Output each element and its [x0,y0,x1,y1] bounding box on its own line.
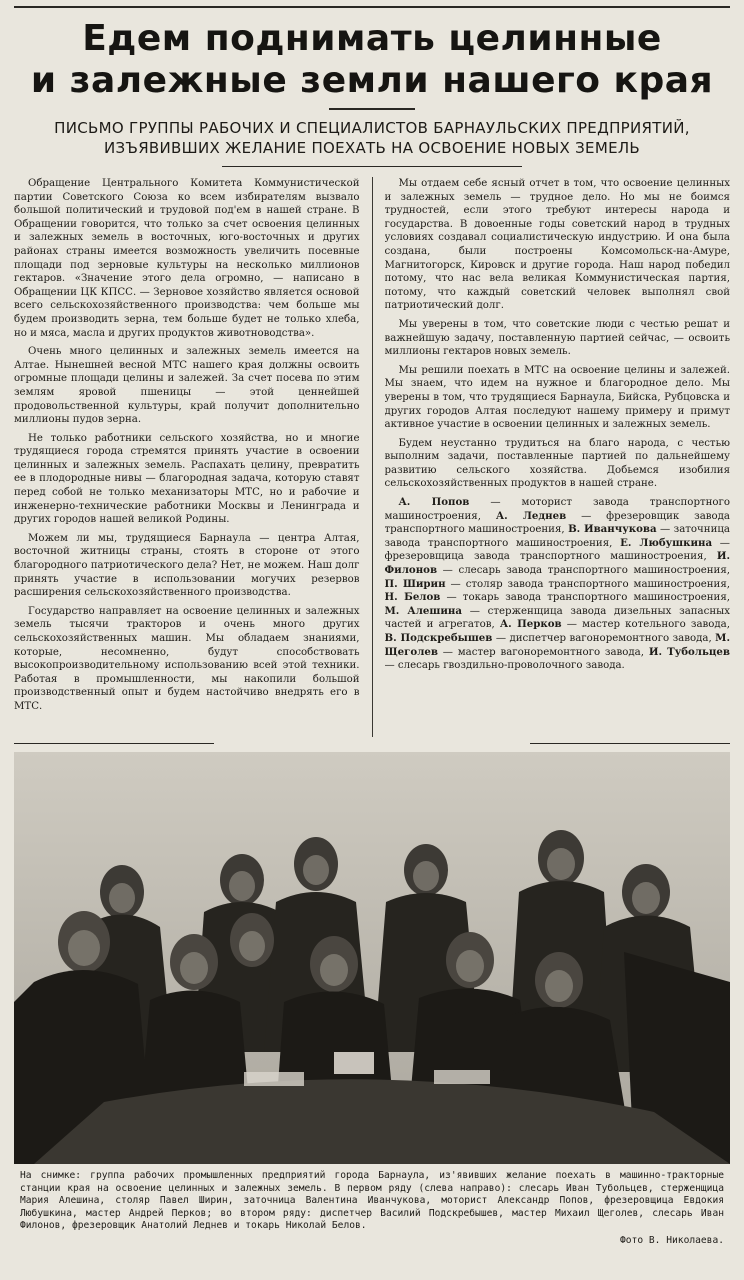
signature-name: М. Щеголев [384,632,730,658]
article-body [14,177,730,737]
paragraph: Обращение Центрального Комитета Коммунистической партии Советского Союза ко всем избирателям вызвало большой политический и трудовой под'ем в нашей стране. В Обращении говорится, что только за счет освоения целинных и залежных земель в восточных, юго-восточных и других районах страны имеется возможность увеличить посевные площади под зерновые культуры на несколько миллионов гектаров. «Значение этого дела огромно, — написано в Обращении ЦК КПСС. — Зерновое хозяйство является основой всего сельскохозяйственного производства: чем больше мы будем производить зерна, тем больше будет не только хлеба, но и мяса, масла и других продуктов животноводства». [14,178,360,339]
paragraph: Можем ли мы, трудящиеся Барнаула — центра Алтая, восточной житницы страны, стоять в стороне от этого благородного патриотического дела? Нет, не можем. Наш долг принять участие в использовании могучих резервов расширения сельскохозяйственного производства. [14,532,360,599]
subheadline-rule [222,166,522,167]
signature-name: П. Ширин [384,577,446,590]
photo-caption: На снимке: группа рабочих промышленных предприятий города Барнаула, из'явивших желание поехать в машинно-тракторные станции края на освоение целинных и залежных земель. В первом ряду (слева направо): слесарь Иван Тубольцев, стерженщица Мария Алешина, столяр Павел Ширин, заточница Валентина Иванчукова, моторист Александр Попов, фрезеровщица Евдокия Любушкина, мастер Андрей Перков; во втором ряду: диспетчер Василий Подскребышев, мастер Михаил Щеголев, слесарь Иван Филонов, фрезеровщик Анатолий Леднев и токарь Николай Белов. [20,1170,724,1231]
subheadline: ПИСЬМО ГРУППЫ РАБОЧИХ И СПЕЦИАЛИСТОВ БАРНАУЛЬСКИХ ПРЕДПРИЯТИЙ, ИЗЪЯВИВШИХ ЖЕЛАНИЕ ПОЕХАТЬ НА ОСВОЕНИЕ НОВЫХ ЗЕМЕЛЬ [54,119,690,157]
paragraph: Государство направляет на освоение целинных и залежных земель тысячи тракторов и очень много других сельскохозяйственных машин. Мы обладаем знаниями, которые, несомненно, будут способствовать высокопроизводительному использованию всей этой техники. Работая в промышленности, мы накопили большой производственный опыт и будем настойчиво внедрять его в МТС. [14,605,360,712]
signature-role: — мастер вагоноремонтного завода, [437,646,649,658]
signature-name: В. Подскребышев [384,632,493,644]
signature-name: И. Тубольцев [648,645,730,658]
signature-role: — фрезеровщик завода транспортного машиностроения, [384,510,730,536]
signature-role: — токарь завода транспортного машиностроения, [440,592,730,604]
signature-name: В. Иванчукова [568,523,657,536]
headline-line-2: и залежные земли нашего края [30,60,714,101]
group-photo-image [14,752,730,1164]
photo-credit: Фото В. Николаева. [620,1234,724,1246]
top-rule [14,6,730,8]
paragraph: Не только работники сельского хозяйства, но и многие трудящиеся города стремятся принять участие в освоении целинных и залежных земель. Распахать целину, превратить ее в плодородные нивы — благородная задача, которую ставят перед собой не только механизаторы МТС, но и рабочие и инженерно-технические работники Москвы и Ленинграда и других городов нашей великой Родины. [14,432,360,526]
signature-role: — моторист завода транспортного машиностроения, [384,497,730,522]
signature-role: — слесарь завода транспортного машиностроения, [437,565,730,577]
headline-rule [329,108,415,110]
paragraph: Мы решили поехать в МТС на освоение целины и залежей. Мы знаем, что идем на нужное и благородное дело. Мы уверены в том, что трудящиеся Барнаула, Бийска, Рубцовска и других городов Алтая последуют нашему примеру и примут активное участие в освоении целинных и залежных земель. [384,364,730,431]
headline [14,0,730,102]
signature-role: — заточница завода транспортного машиностроения, [384,524,730,549]
headline-line-1: Едем поднимать целинные [82,18,662,59]
article-column-2 [385,177,731,737]
section-rule [14,743,730,744]
signature-role: — стерженщица завода дизельных запасных частей и агрегатов, [384,605,730,631]
group-photo [14,752,730,1164]
column-divider [372,177,373,737]
signature-name: М. Алешина [384,604,462,617]
signature-name: А. Перков [499,618,562,631]
paragraph: Мы уверены в том, что советские люди с честью решат и важнейшую задачу, поставленную партией сейчас, — освоить миллионы гектаров новых земель. [384,318,730,358]
signature-name: Е. Любушкина [620,536,713,549]
article-column-1 [14,177,360,737]
signature-role: — мастер котельного завода, [561,619,730,631]
paragraph: Мы отдаем себе ясный отчет в том, что освоение целинных и залежных земель — трудное дело. Но мы не боимся трудностей, если этого требуют интересы народа и государства. В довоенные годы советский народ в трудных условиях создавал социалистическую индустрию. И она была создана, были построены Комсомольск-на-Амуре, Магнитогорск, Кировск и другие города. Наш народ победил потому, что нас вела великая Коммунистическая партия, потому, что каждый советский человек выполнял свой патриотический долг. [384,178,730,312]
paragraph: Очень много целинных и залежных земель имеется на Алтае. Нынешней весной МТС нашего края должны освоить огромные площади целины и залежей. За счет посева по этим землям яровой пшеницы — этой ценнейшей продовольственной культуры, край получит дополнительно миллионы пудов зерна. [14,346,360,426]
signature-role: — фрезеровщица завода транспортного машиностроения, [384,537,730,563]
signature-role: — столяр завода транспортного машиностроения, [445,578,730,590]
signature-name: А. Леднев [495,509,567,522]
signature-name: Н. Белов [384,591,441,604]
signature-role: — слесарь гвоздильно-проволочного завода. [384,660,625,672]
paragraph: Будем неустанно трудиться на благо народа, с честью выполним задачи, поставленные партией по дальнейшему развитию сельского хозяйства. Добьемся изобилия сельскохозяйственных продуктов в нашей стране. [384,437,730,490]
signature-name: А. Попов [398,496,470,509]
signature-name: И. Филонов [384,550,730,577]
signature-list [385,496,731,673]
signature-role: — диспетчер вагоноремонтного завода, [492,633,716,644]
